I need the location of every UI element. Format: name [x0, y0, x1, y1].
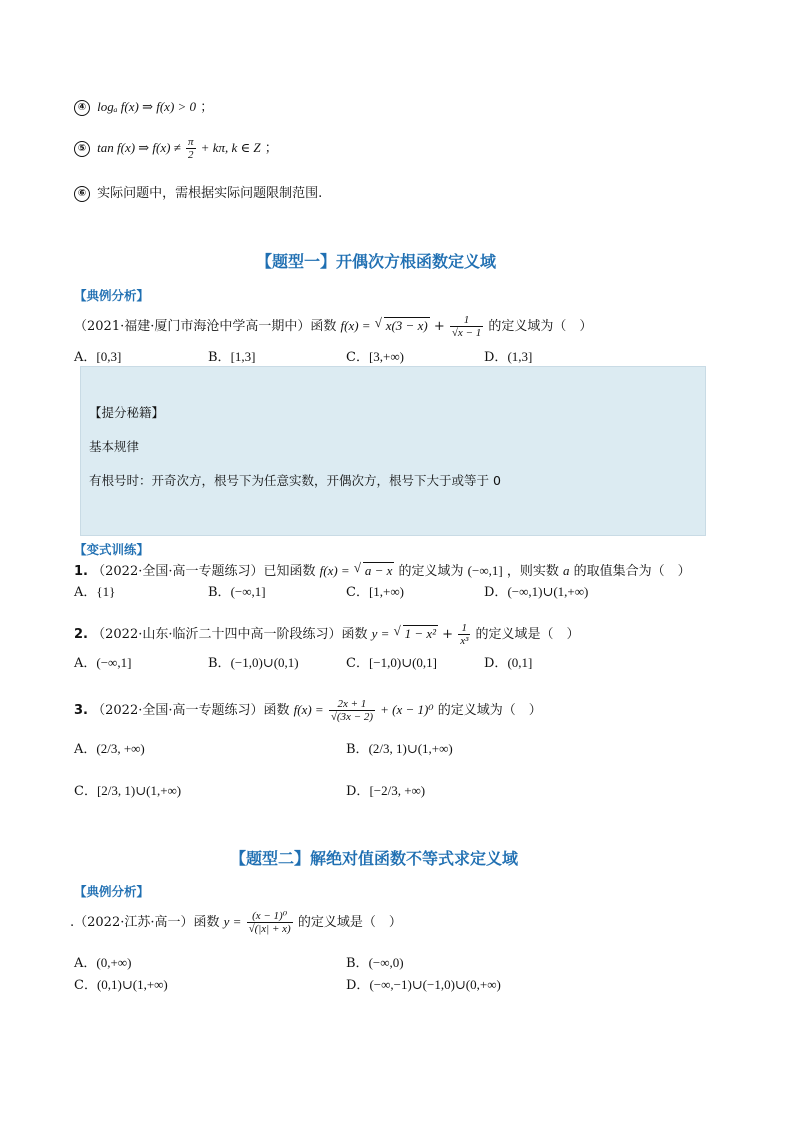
choice-value: (0,+∞) [96, 955, 132, 970]
choice-value: [0,3] [96, 349, 122, 364]
question-source: （2021·福建·厦门市海沧中学高一期中）函数 [74, 319, 337, 334]
s2-choice-a [74, 952, 131, 971]
s2-choice-b [346, 952, 404, 971]
function-lhs: y = [223, 914, 242, 929]
choice-label: B． [208, 585, 231, 600]
q3-choice-a [74, 738, 145, 757]
question-2 [74, 622, 580, 647]
q3-choice-b [346, 738, 453, 757]
choice-label: C． [346, 350, 369, 365]
choice-label: B． [208, 656, 231, 671]
s2-choice-c [74, 974, 168, 993]
fraction-numerator: 2x + 1 [329, 698, 375, 711]
question-tail: 的定义域为（ ） [488, 319, 593, 334]
fraction-numerator: 1 [458, 622, 470, 635]
section-2-example-label: 【典例分析】 [74, 884, 150, 899]
fraction-denominator-radicand: x − 1 [457, 327, 482, 339]
zero-power-term: + (x − 1)⁰ [380, 702, 434, 717]
choice-value: [−2/3, +∞) [369, 783, 426, 798]
practice-label: 【变式训练】 [74, 542, 150, 557]
fraction-numerator: (x − 1)⁰ [247, 910, 293, 923]
domain-value: (−∞,1] [467, 563, 503, 578]
question-source: （2022·山东·临沂二十四中高一阶段练习）函数 [92, 627, 368, 642]
choice-value: [−1,0)∪(0,1] [368, 655, 437, 670]
choice-value: (0,1)∪(1,+∞) [96, 977, 168, 992]
question-number: 3. [74, 703, 88, 718]
choice-label: C． [346, 585, 369, 600]
section-2-example-question [70, 910, 402, 935]
variable-a: a [562, 563, 570, 578]
reciprocal-fraction [458, 622, 470, 647]
choice-label: D． [484, 585, 508, 600]
section-1-title: 【题型一】开偶次方根函数定义域 [256, 252, 497, 271]
question-tail: 的定义域为（ ） [437, 703, 542, 718]
section-1-example-question [74, 314, 592, 339]
question-source: （2022·全国·高一专题练习）函数 [92, 703, 290, 718]
question-source: .（2022·江苏·高一）函数 [70, 915, 220, 930]
rational-fraction [247, 910, 293, 935]
q2-choice-a [74, 652, 131, 671]
choice-value: [1,+∞) [368, 584, 404, 599]
circled-number-6: ⑥ [74, 186, 90, 202]
q2-choice-c [346, 652, 437, 671]
choice-label: B． [346, 742, 369, 757]
q1-choice-d [484, 581, 588, 600]
choice-label: C． [74, 784, 97, 799]
choice-value: [1,3] [230, 349, 256, 364]
choice-value: (−∞,1] [230, 584, 266, 599]
q1-choice-c [346, 581, 404, 600]
choice-label: D． [484, 656, 508, 671]
q1-choice-b [208, 581, 266, 600]
choice-value: (2/3, 1)∪(1,+∞) [368, 741, 453, 756]
fraction-denominator: √(3x − 2) [330, 711, 373, 723]
choice-label: A． [74, 585, 97, 600]
q3-choice-d [346, 780, 425, 799]
fraction-numerator: 1 [450, 314, 483, 327]
rule-item-4 [74, 96, 213, 116]
sqrt-expression [354, 562, 395, 579]
rule-5-tail: ； [264, 141, 278, 156]
choice-label: A． [74, 742, 97, 757]
hint-line-1: 基本规律 [89, 439, 140, 454]
choice-label: D． [484, 350, 508, 365]
rule-5-formula-end: + kπ, k ∈ Z [200, 140, 261, 155]
question-source: （2022·全国·高一专题练习）已知函数 [92, 564, 316, 579]
radicand: a − x [364, 563, 393, 578]
section-2-title: 【题型二】解绝对值函数不等式求定义域 [230, 849, 519, 868]
question-after: ，则实数 [506, 564, 559, 579]
choice-value: (−1,0)∪(0,1) [230, 655, 299, 670]
rational-fraction [329, 698, 375, 723]
example-choice-c [346, 346, 404, 365]
sqrt-expression [375, 317, 430, 334]
rule-item-5 [74, 136, 278, 161]
fraction-denominator: 2 [188, 149, 194, 161]
choice-label: C． [74, 978, 97, 993]
question-3 [74, 698, 542, 723]
choice-label: A． [74, 350, 97, 365]
sqrt-expression [394, 625, 438, 642]
choice-value: (2/3, +∞) [96, 741, 145, 756]
q2-choice-d [484, 652, 532, 671]
question-tail: 的定义域是（ ） [297, 915, 402, 930]
pi-over-2-fraction [186, 136, 196, 161]
fraction-numerator: π [188, 136, 194, 148]
q1-choice-a [74, 581, 115, 600]
example-choice-a [74, 346, 121, 365]
choice-value: (−∞,0) [368, 955, 404, 970]
question-number: 1. [74, 564, 88, 579]
choice-label: B． [346, 956, 369, 971]
plus-sign: + [433, 319, 445, 334]
question-number: 2. [74, 627, 88, 642]
fraction-denominator: √(|x| + x) [248, 923, 291, 935]
choice-value: [2/3, 1)∪(1,+∞) [96, 783, 182, 798]
q3-choice-c [74, 780, 181, 799]
s2-choice-d [346, 974, 501, 993]
example-choice-b [208, 346, 255, 365]
circled-number-5: ⑤ [74, 141, 90, 157]
rule-4-formula: logₐ f(x) ⇒ f(x) > 0 [97, 99, 197, 114]
choice-label: C． [346, 656, 369, 671]
hint-box [80, 366, 706, 536]
choice-value: (−∞,−1)∪(−1,0)∪(0,+∞) [369, 977, 501, 992]
fraction-denominator: √x − 1 [451, 327, 482, 339]
hint-title: 【提分秘籍】 [89, 405, 165, 420]
choice-label: A． [74, 656, 97, 671]
choice-value: (1,3] [507, 349, 533, 364]
radicand: 1 − x² [404, 626, 437, 641]
choice-value: (0,1] [507, 655, 533, 670]
choice-label: B． [208, 350, 231, 365]
choice-value: (−∞,1)∪(1,+∞) [507, 584, 589, 599]
choice-label: D． [346, 978, 370, 993]
choice-value: [3,+∞) [368, 349, 404, 364]
rule-6-text: 实际问题中，需根据实际问题限制范围. [97, 186, 323, 201]
rule-5-formula-start: tan f(x) ⇒ f(x) ≠ [97, 140, 181, 155]
rule-item-6 [74, 182, 322, 202]
question-tail: 的定义域是（ ） [475, 627, 580, 642]
radicand: x(3 − x) [385, 318, 428, 333]
choice-label: A． [74, 956, 97, 971]
question-mid: 的定义域为 [398, 564, 464, 579]
function-lhs: f(x) = [293, 702, 324, 717]
circled-number-4: ④ [74, 100, 90, 116]
hint-line-2: 有根号时：开奇次方，根号下为任意实数，开偶次方，根号下大于或等于 0 [89, 473, 501, 488]
function-lhs: f(x) = [319, 563, 350, 578]
example-choice-d [484, 346, 532, 365]
choice-value: {1} [96, 584, 116, 599]
fraction-denominator: x³ [460, 635, 469, 647]
question-1 [74, 560, 691, 579]
plus-sign: + [442, 627, 454, 642]
choice-value: (−∞,1] [96, 655, 132, 670]
rule-4-tail: ； [200, 100, 214, 115]
function-lhs: f(x) = [340, 318, 371, 333]
function-lhs: y = [371, 626, 390, 641]
choice-label: D． [346, 784, 370, 799]
q2-choice-b [208, 652, 299, 671]
reciprocal-fraction [450, 314, 483, 339]
question-tail: 的取值集合为（ ） [573, 564, 691, 579]
section-1-example-label: 【典例分析】 [74, 288, 150, 303]
